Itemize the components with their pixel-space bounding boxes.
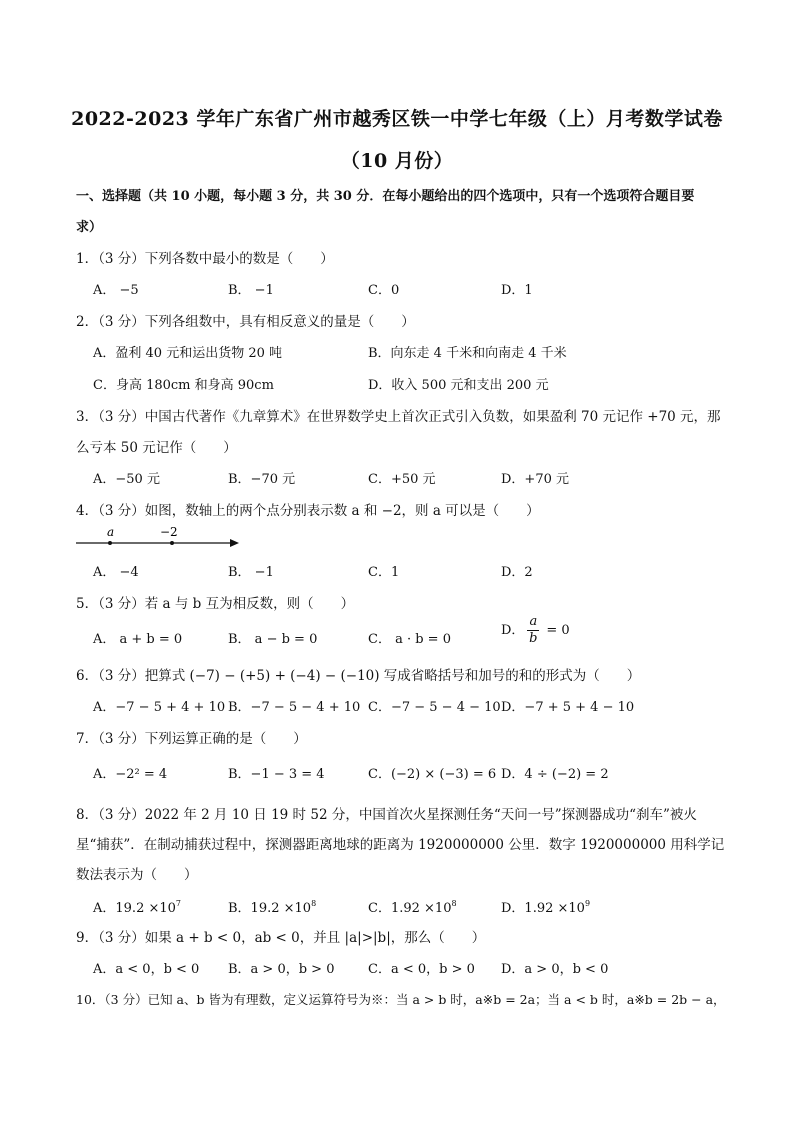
- question-8-stem: 8．（3 分）2022 年 2 月 10 日 19 时 52 分，中国首次火星探测任务“天问一号”探测器成功“刹车”被火: [76, 807, 697, 823]
- q9-option-d: D．a > 0，b < 0: [501, 962, 609, 977]
- q9-option-b: B．a > 0，b > 0: [228, 962, 335, 977]
- q8-option-b-exp: 8: [311, 899, 317, 908]
- q8-option-c: [368, 897, 457, 916]
- question-8-stem-cont: 星“捕获”．在制动捕获过程中，探测器距离地球的距离为 1920000000 公里．数字 1920000000 用科学记: [76, 837, 725, 853]
- q5-option-d-label: D．: [501, 623, 525, 638]
- q8-option-d-text: D．1.92 ×10: [501, 901, 585, 916]
- q2-option-d: D．收入 500 元和支出 200 元: [368, 378, 549, 393]
- q4-option-c: C．1: [368, 565, 400, 580]
- section-heading: 一、选择题（共 10 小题，每小题 3 分，共 30 分．在每小题给出的四个选项中，只有一个选项符合题目要: [76, 189, 695, 204]
- q4-option-a: A． −4: [93, 565, 139, 580]
- point-a: [108, 541, 112, 545]
- exam-title-line2: （10 月份）: [340, 150, 454, 172]
- q1-option-a: A． −5: [93, 283, 139, 298]
- q2-option-a: A．盈利 40 元和运出货物 20 吨: [93, 346, 283, 361]
- q7-option-c: C．(−2) × (−3) = 6: [368, 767, 497, 782]
- q6-option-c: C．−7 − 5 − 4 − 10: [368, 700, 501, 715]
- q8-option-b: [228, 897, 316, 916]
- exam-title-line1: 2022-2023 学年广东省广州市越秀区铁一中学七年级（上）月考数学试卷: [71, 108, 723, 130]
- q9-option-a: A．a < 0，b < 0: [93, 962, 200, 977]
- q5-option-a: A． a + b = 0: [93, 632, 183, 647]
- q2-option-c: C．身高 180cm 和身高 90cm: [93, 378, 274, 393]
- question-1-stem: 1．（3 分）下列各数中最小的数是（ ）: [76, 251, 334, 267]
- question-9-stem: 9．（3 分）如果 a + b < 0，ab < 0，并且 |a|>|b|，那么（ ）: [76, 930, 486, 946]
- q5-option-c: C． a · b = 0: [368, 632, 451, 647]
- q4-option-b: B． −1: [228, 565, 274, 580]
- q3-option-b: B．−70 元: [228, 472, 296, 487]
- q3-option-c: C．+50 元: [368, 472, 436, 487]
- q1-option-d: D．1: [501, 283, 533, 298]
- q8-option-c-text: C．1.92 ×10: [368, 901, 452, 916]
- q3-option-a: A．−50 元: [93, 472, 160, 487]
- q8-option-b-text: B．19.2 ×10: [228, 901, 312, 916]
- q2-option-b: B．向东走 4 千米和向南走 4 千米: [368, 346, 567, 361]
- fraction-numerator: a: [529, 614, 538, 629]
- q5-fraction: [527, 614, 539, 647]
- point-minus-2-label: −2: [160, 526, 178, 539]
- q8-option-a-text: A．19.2 ×10: [93, 901, 176, 916]
- q6-option-d: D．−7 + 5 + 4 − 10: [501, 700, 635, 715]
- point-a-label: a: [107, 526, 115, 539]
- section-heading-cont: 求）: [76, 220, 103, 235]
- question-3-stem: 3．（3 分）中国古代著作《九章算术》在世界数学史上首次正式引入负数，如果盈利 70 元记作 +70 元，那: [76, 409, 721, 425]
- q8-option-a: [93, 897, 181, 916]
- question-5-stem: 5．（3 分）若 a 与 b 互为相反数，则（ ）: [76, 596, 355, 612]
- q3-option-d: D．+70 元: [501, 472, 569, 487]
- q9-option-c: C．a < 0，b > 0: [368, 962, 475, 977]
- q7-option-a: A．−2² = 4: [93, 767, 168, 782]
- question-4-stem: 4．（3 分）如图，数轴上的两个点分别表示数 a 和 −2，则 a 可以是（ ）: [76, 503, 540, 519]
- question-6-stem: 6．（3 分）把算式 (−7) − (+5) + (−4) − (−10) 写成省略括号和加号的和的形式为（ ）: [76, 668, 641, 684]
- q8-option-d: [501, 897, 590, 916]
- q6-option-a: A．−7 − 5 + 4 + 10: [93, 700, 226, 715]
- q6-option-b: B．−7 − 5 − 4 + 10: [228, 700, 361, 715]
- q5-option-d-rest: = 0: [542, 623, 570, 638]
- question-3-stem-cont: 么亏本 50 元记作（ ）: [76, 440, 237, 456]
- q4-option-d: D．2: [501, 565, 533, 580]
- q1-option-b: B． −1: [228, 283, 274, 298]
- q1-option-c: C．0: [368, 283, 400, 298]
- question-10-stem: 10．（3 分）已知 a、b 皆为有理数，定义运算符号为※：当 a > b 时，a※b = 2a；当 a < b 时，a※b = 2b − a，: [76, 992, 726, 1007]
- arrow-head-icon: [230, 539, 239, 547]
- question-2-stem: 2．（3 分）下列各组数中，具有相反意义的量是（ ）: [76, 314, 415, 330]
- question-7-stem: 7．（3 分）下列运算正确的是（ ）: [76, 731, 307, 747]
- fraction-denominator: b: [529, 631, 538, 646]
- q5-option-b: B． a − b = 0: [228, 632, 318, 647]
- q8-option-a-exp: 7: [175, 899, 181, 908]
- point-minus-2: [170, 541, 174, 545]
- q7-option-b: B．−1 − 3 = 4: [228, 767, 325, 782]
- q8-option-c-exp: 8: [451, 899, 457, 908]
- q7-option-d: D．4 ÷ (−2) = 2: [501, 767, 609, 782]
- q8-option-d-exp: 9: [584, 899, 591, 908]
- q5-option-d: [501, 614, 570, 647]
- number-line-figure: [74, 526, 244, 552]
- question-8-stem-cont2: 数法表示为（ ）: [76, 867, 198, 883]
